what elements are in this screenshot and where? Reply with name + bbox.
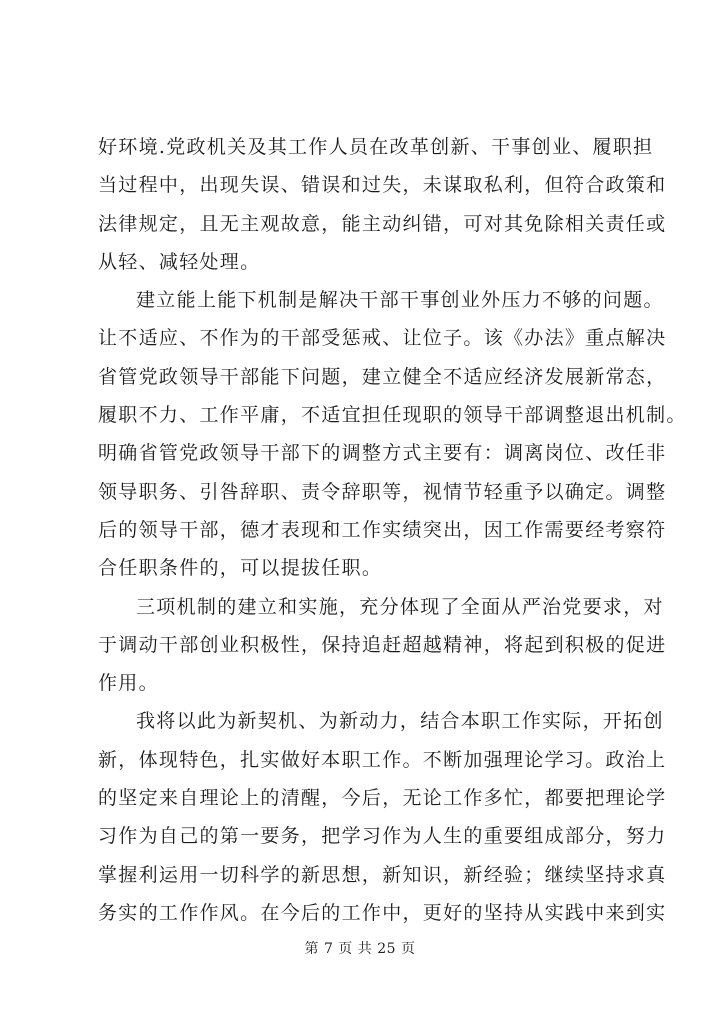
text-line: 让不适应、不作为的干部受惩戒、让位子。该《办法》重点解决 xyxy=(98,327,667,350)
text-line: 领导职务、引咎辞职、责令辞职等，视情节轻重予以确定。调整 xyxy=(98,480,667,503)
text-line: 当过程中，出现失误、错误和过失，未谋取私利，但符合政策和 xyxy=(98,174,667,197)
text-line: 明确省管党政领导干部下的调整方式主要有：调离岗位、改任非 xyxy=(98,442,667,465)
paragraph-1 xyxy=(98,128,667,281)
text-line: 作用。 xyxy=(98,672,159,695)
text-line: 务实的工作作风。在今后的工作中，更好的坚持从实践中来到实 xyxy=(98,901,667,924)
text-line: 后的领导干部，德才表现和工作实绩突出，因工作需要经考察符 xyxy=(98,518,667,541)
paragraph-4 xyxy=(98,702,667,932)
text-line: 建立能上能下机制是解决干部干事创业外压力不够的问题。 xyxy=(136,289,664,312)
document-body xyxy=(98,128,687,932)
text-line: 于调动干部创业积极性，保持追赶超越精神，将起到积极的促进 xyxy=(98,633,667,656)
text-line: 掌握利运用一切科学的新思想，新知识，新经验；继续坚持求真 xyxy=(98,863,667,886)
text-line: 我将以此为新契机、为新动力，结合本职工作实际，开拓创 xyxy=(136,710,664,733)
paragraph-3 xyxy=(98,588,667,703)
text-line: 的坚定来自理论上的清醒，今后，无论工作多忙，都要把理论学 xyxy=(98,787,667,810)
text-line: 从轻、减轻处理。 xyxy=(98,250,261,273)
page-number-footer: 第 7 页 共 25 页 xyxy=(304,941,416,957)
paragraph-2 xyxy=(98,281,687,587)
text-line: 省管党政领导干部能下问题，建立健全不适应经济发展新常态， xyxy=(98,365,667,388)
text-line: 习作为自己的第一要务，把学习作为人生的重要组成部分，努力 xyxy=(98,825,667,848)
text-line: 三项机制的建立和实施，充分体现了全面从严治党要求，对 xyxy=(136,595,664,618)
text-line: 法律规定，且无主观故意，能主动纠错，可对其免除相关责任或 xyxy=(98,212,667,235)
text-line: 新，体现特色，扎实做好本职工作。不断加强理论学习。政治上 xyxy=(98,748,667,771)
text-line: 合任职条件的，可以提拔任职。 xyxy=(98,557,383,580)
text-line: 履职不力、工作平庸，不适宜担任现职的领导干部调整退出机制。 xyxy=(98,404,687,427)
text-line: 好环境.党政机关及其工作人员在改革创新、干事创业、履职担 xyxy=(98,136,654,158)
